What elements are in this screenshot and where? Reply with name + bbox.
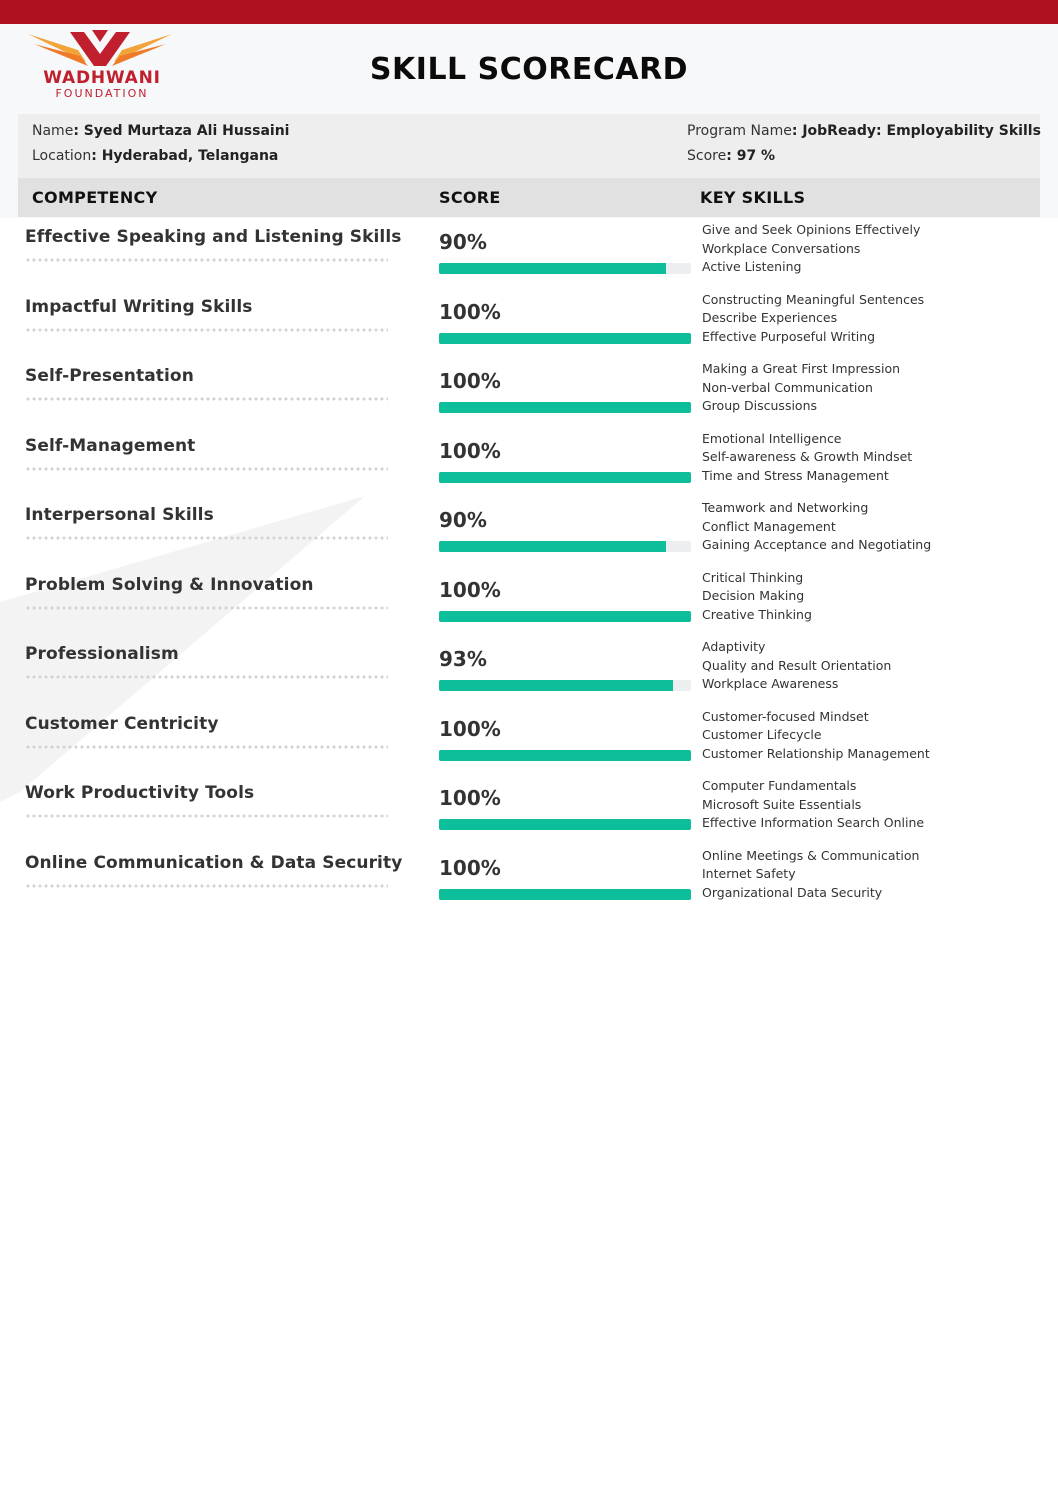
score-bar-track: [439, 889, 691, 900]
program-label: Program Name: [687, 123, 792, 139]
key-skill-item: Conflict Management: [702, 518, 836, 534]
key-skill-item: Describe Experiences: [702, 310, 838, 326]
score-bar-fill: [439, 402, 691, 413]
key-skills-list: [702, 291, 1042, 347]
key-skills-list: [702, 430, 1042, 486]
key-skill-item: Gaining Acceptance and Negotiating: [702, 537, 932, 553]
table-row: [0, 496, 1058, 566]
key-skill-item: Give and Seek Opinions Effectively: [702, 222, 921, 237]
competency-name: Professionalism: [25, 644, 179, 664]
name-label: Name: [32, 123, 74, 139]
key-skill-item: Making a Great First Impression: [702, 361, 901, 376]
name-info: Name: Syed Murtaza Ali Hussaini: [32, 123, 290, 139]
score-label: Score: [687, 148, 727, 164]
key-skill-item: Quality and Result Orientation: [702, 657, 892, 673]
key-skill-item: Time and Stress Management: [702, 467, 889, 483]
key-skill-item: Internet Safety: [702, 866, 796, 882]
score-percent: 93%: [439, 647, 487, 671]
score-bar-track: [439, 611, 691, 622]
key-skill-item: Decision Making: [702, 588, 805, 604]
key-skill-item: Teamwork and Networking: [702, 500, 869, 515]
dotted-divider: [25, 814, 388, 818]
key-skill-item: Adaptivity: [702, 639, 766, 654]
score-bar-track: [439, 333, 691, 344]
location-value: Hyderabad, Telangana: [101, 148, 279, 164]
name-value: Syed Murtaza Ali Hussaini: [83, 123, 290, 139]
dotted-divider: [25, 884, 388, 888]
table-header: [18, 178, 1040, 217]
score-percent: 100%: [439, 716, 501, 741]
key-skill-item: Emotional Intelligence: [702, 430, 842, 446]
table-row: [0, 357, 1058, 427]
key-skill-item: Creative Thinking: [702, 606, 812, 622]
key-skills-list: [702, 221, 1042, 277]
dotted-divider: [25, 258, 388, 262]
key-skills-list: [702, 360, 1042, 416]
score-percent: 90%: [439, 230, 487, 254]
key-skill-item: Customer Lifecycle: [702, 727, 822, 743]
score-bar-fill: [439, 750, 691, 761]
score-percent: 100%: [439, 299, 501, 324]
score-bar-fill: [439, 611, 691, 622]
score-bar-track: [439, 402, 691, 413]
score-percent: 100%: [439, 369, 501, 393]
key-skills-list: [702, 777, 1042, 833]
score-percent: 100%: [439, 855, 501, 880]
header-score: SCORE: [439, 188, 501, 207]
score-bar-track: [439, 680, 691, 691]
score-bar-fill: [439, 263, 666, 274]
logo-name: WADHWANI: [43, 68, 161, 88]
key-skills-list: [702, 638, 1042, 694]
key-skill-item: Group Discussions: [702, 398, 818, 414]
header-competency: COMPETENCY: [32, 188, 158, 207]
key-skill-item: Organizational Data Security: [702, 884, 883, 900]
key-skill-item: Workplace Conversations: [702, 240, 861, 256]
key-skill-item: Self-awareness & Growth Mindset: [702, 449, 913, 465]
score-bar-fill: [439, 541, 666, 552]
dotted-divider: [25, 606, 388, 610]
competency-name: Effective Speaking and Listening Skills: [25, 227, 402, 247]
dotted-divider: [25, 467, 388, 471]
table-row: [0, 635, 1058, 705]
key-skills-list: [702, 499, 1042, 555]
competency-name: Online Communication & Data Security: [25, 852, 403, 873]
competency-name: Self-Presentation: [25, 366, 194, 386]
table-row: [0, 427, 1058, 497]
page-title: SKILL SCORECARD: [369, 52, 689, 87]
competency-name: Work Productivity Tools: [25, 783, 255, 803]
top-accent-bar: [0, 0, 1058, 24]
key-skill-item: Effective Information Search Online: [702, 815, 925, 831]
competency-name: Customer Centricity: [25, 713, 219, 734]
score-value: 97 %: [736, 148, 776, 164]
score-bar-fill: [439, 333, 691, 344]
score-bar-track: [439, 819, 691, 830]
dotted-divider: [25, 328, 388, 332]
score-bar-fill: [439, 472, 691, 483]
key-skill-item: Active Listening: [702, 259, 802, 275]
key-skill-item: Critical Thinking: [702, 569, 804, 585]
table-row: [0, 288, 1058, 358]
key-skill-item: Computer Fundamentals: [702, 778, 857, 793]
score-percent: 90%: [439, 508, 487, 532]
logo-subtitle: FOUNDATION: [55, 87, 149, 100]
table-row: [0, 844, 1058, 914]
score-percent: 100%: [439, 786, 501, 810]
table-row: [0, 774, 1058, 844]
key-skills-list: [702, 708, 1042, 764]
key-skill-item: Workplace Awareness: [702, 676, 839, 692]
table-row: [0, 218, 1058, 288]
key-skill-item: Effective Purposeful Writing: [702, 328, 876, 344]
score-bar-fill: [439, 889, 691, 900]
competency-name: Problem Solving & Innovation: [25, 574, 314, 595]
competency-name: Interpersonal Skills: [25, 505, 214, 525]
score-bar-track: [439, 541, 691, 552]
key-skills-list: [702, 847, 1042, 903]
dotted-divider: [25, 536, 388, 540]
table-row: [0, 566, 1058, 636]
table-row: [0, 705, 1058, 775]
score-bar-track: [439, 472, 691, 483]
dotted-divider: [25, 745, 388, 749]
key-skill-item: Constructing Meaningful Sentences: [702, 291, 925, 307]
score-info: Score: 97 %: [687, 148, 776, 164]
header-key-skills: KEY SKILLS: [700, 188, 806, 207]
location-label: Location: [32, 148, 92, 164]
program-info: Program Name: JobReady: Employability Skills: [687, 123, 1041, 139]
dotted-divider: [25, 675, 388, 679]
key-skill-item: Non-verbal Communication: [702, 379, 873, 395]
score-percent: 100%: [439, 438, 501, 463]
key-skill-item: Customer Relationship Management: [702, 745, 930, 761]
score-bar-track: [439, 263, 691, 274]
dotted-divider: [25, 397, 388, 401]
key-skill-item: Customer-focused Mindset: [702, 708, 869, 724]
key-skill-item: Online Meetings & Communication: [702, 847, 920, 863]
competency-name: Impactful Writing Skills: [25, 296, 253, 317]
score-bar-track: [439, 750, 691, 761]
score-bar-fill: [439, 680, 673, 691]
key-skill-item: Microsoft Suite Essentials: [702, 796, 862, 812]
program-value: JobReady: Employability Skills: [802, 123, 1041, 139]
candidate-info-panel: [18, 114, 1040, 178]
key-skills-list: [702, 569, 1042, 625]
competency-name: Self-Management: [25, 435, 196, 456]
location-info: Location: Hyderabad, Telangana: [32, 148, 279, 164]
score-bar-fill: [439, 819, 691, 830]
score-percent: 100%: [439, 577, 501, 602]
